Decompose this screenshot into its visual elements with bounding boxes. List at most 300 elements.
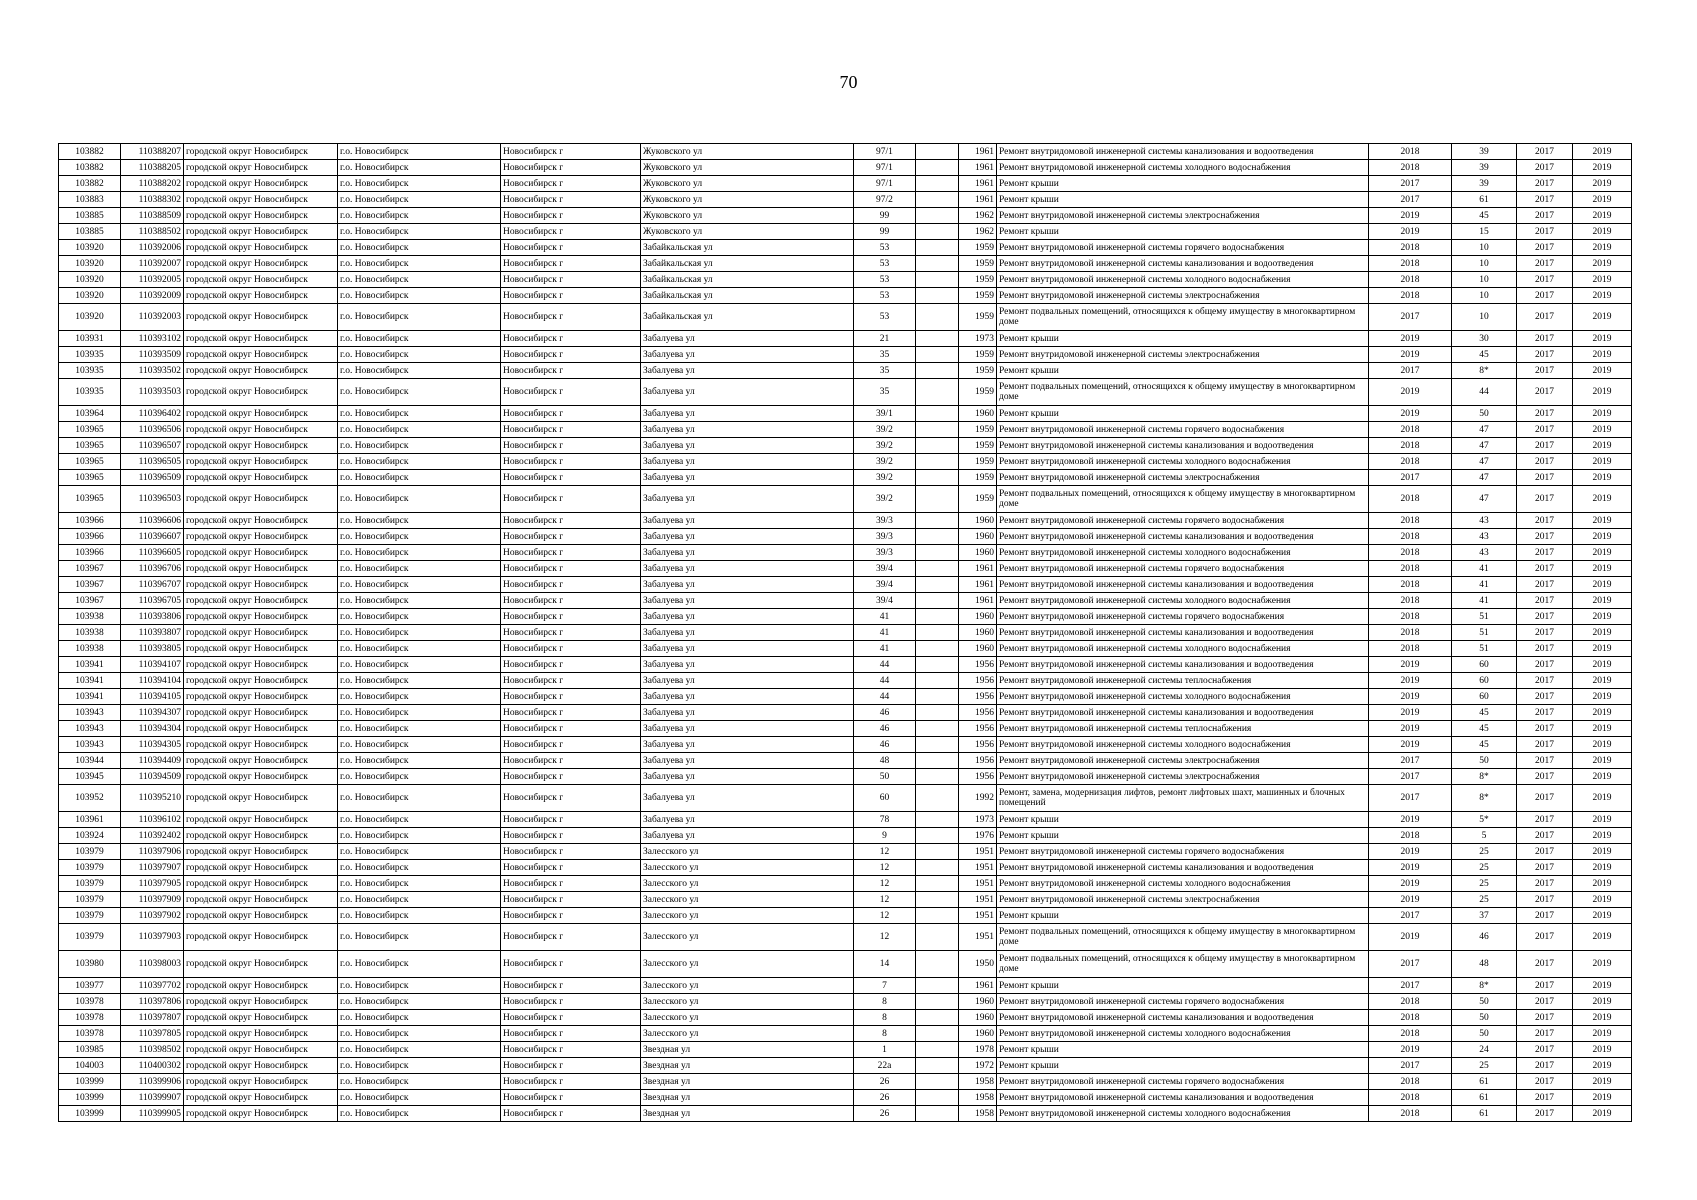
- cell-house-id: 103938: [59, 625, 121, 641]
- cell-street: Звездная ул: [641, 1090, 854, 1106]
- cell-period-start: 2017: [1517, 769, 1573, 785]
- cell-period-start: 2017: [1517, 812, 1573, 828]
- cell-house-id: 103965: [59, 438, 121, 454]
- cell-period-end: 2019: [1573, 208, 1632, 224]
- table-row: [59, 994, 1632, 1010]
- cell-wear-percent: 60: [1452, 657, 1517, 673]
- cell-municipal-district: городской округ Новосибирск: [184, 486, 338, 513]
- cell-period-start: 2017: [1517, 224, 1573, 240]
- cell-house-number: 26: [854, 1074, 916, 1090]
- cell-period-end: 2019: [1573, 1106, 1632, 1122]
- cell-house-id: 103967: [59, 577, 121, 593]
- cell-year-built: 1960: [959, 513, 997, 529]
- table-row: [59, 486, 1632, 513]
- cell-house-number: 35: [854, 347, 916, 363]
- cell-house-number: 46: [854, 737, 916, 753]
- cell-house-id: 103938: [59, 641, 121, 657]
- cell-house-number: 97/2: [854, 192, 916, 208]
- cell-municipality: г.о. Новосибирск: [338, 1090, 501, 1106]
- cell-building: [916, 769, 959, 785]
- cell-element-id: 110393807: [121, 625, 184, 641]
- cell-municipality: г.о. Новосибирск: [338, 406, 501, 422]
- cell-municipality: г.о. Новосибирск: [338, 529, 501, 545]
- cell-work-type: Ремонт внутридомовой инженерной системы канализования и водоотведения: [997, 529, 1369, 545]
- cell-plan-year: 2018: [1369, 994, 1452, 1010]
- cell-work-type: Ремонт крыши: [997, 331, 1369, 347]
- cell-locality: Новосибирск г: [501, 1042, 641, 1058]
- cell-plan-year: 2017: [1369, 192, 1452, 208]
- cell-year-built: 1959: [959, 422, 997, 438]
- cell-municipality: г.о. Новосибирск: [338, 561, 501, 577]
- cell-locality: Новосибирск г: [501, 951, 641, 978]
- table-row: [59, 240, 1632, 256]
- cell-house-id: 103920: [59, 256, 121, 272]
- cell-house-number: 48: [854, 753, 916, 769]
- cell-period-start: 2017: [1517, 641, 1573, 657]
- cell-period-start: 2017: [1517, 304, 1573, 331]
- cell-wear-percent: 47: [1452, 422, 1517, 438]
- cell-locality: Новосибирск г: [501, 288, 641, 304]
- cell-year-built: 1956: [959, 689, 997, 705]
- cell-period-end: 2019: [1573, 422, 1632, 438]
- cell-municipality: г.о. Новосибирск: [338, 1106, 501, 1122]
- cell-house-number: 21: [854, 331, 916, 347]
- table-row: [59, 561, 1632, 577]
- cell-year-built: 1978: [959, 1042, 997, 1058]
- cell-street: Звездная ул: [641, 1106, 854, 1122]
- cell-year-built: 1959: [959, 379, 997, 406]
- cell-locality: Новосибирск г: [501, 705, 641, 721]
- cell-locality: Новосибирск г: [501, 1010, 641, 1026]
- cell-year-built: 1961: [959, 192, 997, 208]
- cell-house-id: 103952: [59, 785, 121, 812]
- cell-locality: Новосибирск г: [501, 363, 641, 379]
- cell-locality: Новосибирск г: [501, 240, 641, 256]
- cell-street: Забалуева ул: [641, 828, 854, 844]
- cell-plan-year: 2018: [1369, 160, 1452, 176]
- cell-work-type: Ремонт внутридомовой инженерной системы электроснабжения: [997, 208, 1369, 224]
- cell-period-end: 2019: [1573, 545, 1632, 561]
- cell-year-built: 1959: [959, 347, 997, 363]
- cell-house-id: 103980: [59, 951, 121, 978]
- cell-building: [916, 240, 959, 256]
- cell-element-id: 110394304: [121, 721, 184, 737]
- cell-work-type: Ремонт подвальных помещений, относящихся к общему имуществу в многоквартирном доме: [997, 379, 1369, 406]
- cell-year-built: 1959: [959, 486, 997, 513]
- cell-municipal-district: городской округ Новосибирск: [184, 406, 338, 422]
- cell-work-type: Ремонт внутридомовой инженерной системы холодного водоснабжения: [997, 545, 1369, 561]
- cell-element-id: 110397902: [121, 908, 184, 924]
- cell-year-built: 1960: [959, 609, 997, 625]
- cell-plan-year: 2017: [1369, 785, 1452, 812]
- cell-street: Жуковского ул: [641, 176, 854, 192]
- cell-plan-year: 2019: [1369, 876, 1452, 892]
- cell-municipality: г.о. Новосибирск: [338, 577, 501, 593]
- cell-element-id: 110396505: [121, 454, 184, 470]
- cell-building: [916, 454, 959, 470]
- cell-street: Залесского ул: [641, 1026, 854, 1042]
- cell-period-end: 2019: [1573, 577, 1632, 593]
- cell-street: Залесского ул: [641, 994, 854, 1010]
- cell-work-type: Ремонт внутридомовой инженерной системы теплоснабжения: [997, 673, 1369, 689]
- cell-building: [916, 625, 959, 641]
- cell-house-number: 44: [854, 657, 916, 673]
- cell-house-id: 103882: [59, 176, 121, 192]
- cell-wear-percent: 10: [1452, 240, 1517, 256]
- cell-element-id: 110396102: [121, 812, 184, 828]
- cell-period-start: 2017: [1517, 689, 1573, 705]
- cell-period-end: 2019: [1573, 379, 1632, 406]
- cell-year-built: 1959: [959, 470, 997, 486]
- cell-period-start: 2017: [1517, 753, 1573, 769]
- cell-locality: Новосибирск г: [501, 577, 641, 593]
- cell-period-end: 2019: [1573, 737, 1632, 753]
- cell-house-number: 39/1: [854, 406, 916, 422]
- cell-street: Забайкальская ул: [641, 304, 854, 331]
- cell-house-id: 103941: [59, 689, 121, 705]
- cell-year-built: 1960: [959, 1026, 997, 1042]
- cell-work-type: Ремонт внутридомовой инженерной системы канализования и водоотведения: [997, 144, 1369, 160]
- cell-work-type: Ремонт внутридомовой инженерной системы холодного водоснабжения: [997, 1026, 1369, 1042]
- cell-wear-percent: 44: [1452, 379, 1517, 406]
- cell-house-number: 35: [854, 363, 916, 379]
- cell-locality: Новосибирск г: [501, 994, 641, 1010]
- cell-municipality: г.о. Новосибирск: [338, 994, 501, 1010]
- cell-house-id: 103941: [59, 673, 121, 689]
- cell-municipal-district: городской округ Новосибирск: [184, 422, 338, 438]
- cell-element-id: 110397806: [121, 994, 184, 1010]
- cell-year-built: 1959: [959, 256, 997, 272]
- cell-house-number: 35: [854, 379, 916, 406]
- cell-building: [916, 1042, 959, 1058]
- cell-street: Забалуева ул: [641, 812, 854, 828]
- cell-locality: Новосибирск г: [501, 1058, 641, 1074]
- cell-work-type: Ремонт внутридомовой инженерной системы электроснабжения: [997, 470, 1369, 486]
- cell-house-id: 103978: [59, 994, 121, 1010]
- cell-wear-percent: 50: [1452, 1026, 1517, 1042]
- cell-plan-year: 2019: [1369, 673, 1452, 689]
- cell-period-end: 2019: [1573, 892, 1632, 908]
- cell-work-type: Ремонт внутридомовой инженерной системы канализования и водоотведения: [997, 657, 1369, 673]
- cell-street: Залесского ул: [641, 844, 854, 860]
- table-row: [59, 256, 1632, 272]
- cell-work-type: Ремонт крыши: [997, 908, 1369, 924]
- cell-wear-percent: 43: [1452, 513, 1517, 529]
- cell-house-number: 46: [854, 705, 916, 721]
- cell-building: [916, 753, 959, 769]
- cell-street: Звездная ул: [641, 1042, 854, 1058]
- cell-municipal-district: городской округ Новосибирск: [184, 256, 338, 272]
- cell-period-end: 2019: [1573, 593, 1632, 609]
- cell-year-built: 1951: [959, 892, 997, 908]
- cell-wear-percent: 10: [1452, 288, 1517, 304]
- cell-house-id: 103965: [59, 470, 121, 486]
- cell-plan-year: 2018: [1369, 454, 1452, 470]
- cell-year-built: 1973: [959, 812, 997, 828]
- cell-house-id: 103979: [59, 844, 121, 860]
- cell-house-id: 103979: [59, 924, 121, 951]
- cell-municipality: г.о. Новосибирск: [338, 545, 501, 561]
- cell-house-number: 78: [854, 812, 916, 828]
- cell-street: Забалуева ул: [641, 486, 854, 513]
- cell-municipality: г.о. Новосибирск: [338, 160, 501, 176]
- cell-work-type: Ремонт крыши: [997, 224, 1369, 240]
- cell-work-type: Ремонт внутридомовой инженерной системы электроснабжения: [997, 892, 1369, 908]
- cell-year-built: 1951: [959, 844, 997, 860]
- cell-work-type: Ремонт внутридомовой инженерной системы электроснабжения: [997, 753, 1369, 769]
- cell-locality: Новосибирск г: [501, 272, 641, 288]
- cell-plan-year: 2019: [1369, 812, 1452, 828]
- cell-municipality: г.о. Новосибирск: [338, 256, 501, 272]
- cell-element-id: 110393509: [121, 347, 184, 363]
- cell-plan-year: 2018: [1369, 1090, 1452, 1106]
- table-row: [59, 208, 1632, 224]
- cell-element-id: 110394107: [121, 657, 184, 673]
- cell-street: Забалуева ул: [641, 673, 854, 689]
- cell-period-start: 2017: [1517, 978, 1573, 994]
- cell-plan-year: 2017: [1369, 769, 1452, 785]
- cell-municipal-district: городской округ Новосибирск: [184, 769, 338, 785]
- cell-municipality: г.о. Новосибирск: [338, 705, 501, 721]
- cell-house-id: 103943: [59, 737, 121, 753]
- cell-year-built: 1951: [959, 908, 997, 924]
- cell-plan-year: 2018: [1369, 1010, 1452, 1026]
- cell-house-number: 53: [854, 240, 916, 256]
- cell-work-type: Ремонт внутридомовой инженерной системы электроснабжения: [997, 288, 1369, 304]
- cell-plan-year: 2018: [1369, 545, 1452, 561]
- cell-building: [916, 641, 959, 657]
- cell-locality: Новосибирск г: [501, 609, 641, 625]
- cell-work-type: Ремонт крыши: [997, 363, 1369, 379]
- cell-municipal-district: городской округ Новосибирск: [184, 705, 338, 721]
- cell-building: [916, 828, 959, 844]
- cell-locality: Новосибирск г: [501, 176, 641, 192]
- cell-period-end: 2019: [1573, 860, 1632, 876]
- cell-municipality: г.о. Новосибирск: [338, 625, 501, 641]
- cell-house-number: 12: [854, 844, 916, 860]
- cell-plan-year: 2017: [1369, 470, 1452, 486]
- cell-municipality: г.о. Новосибирск: [338, 753, 501, 769]
- cell-year-built: 1961: [959, 561, 997, 577]
- cell-building: [916, 812, 959, 828]
- cell-locality: Новосибирск г: [501, 924, 641, 951]
- cell-municipal-district: городской округ Новосибирск: [184, 240, 338, 256]
- cell-period-end: 2019: [1573, 609, 1632, 625]
- table-row: [59, 673, 1632, 689]
- cell-municipal-district: городской округ Новосибирск: [184, 438, 338, 454]
- cell-municipal-district: городской округ Новосибирск: [184, 892, 338, 908]
- cell-street: Забалуева ул: [641, 689, 854, 705]
- cell-wear-percent: 25: [1452, 860, 1517, 876]
- cell-plan-year: 2018: [1369, 144, 1452, 160]
- cell-building: [916, 1106, 959, 1122]
- cell-wear-percent: 30: [1452, 331, 1517, 347]
- cell-wear-percent: 60: [1452, 673, 1517, 689]
- cell-plan-year: 2018: [1369, 828, 1452, 844]
- cell-house-id: 103924: [59, 828, 121, 844]
- cell-street: Забалуева ул: [641, 721, 854, 737]
- cell-house-number: 50: [854, 769, 916, 785]
- cell-house-number: 46: [854, 721, 916, 737]
- cell-street: Залесского ул: [641, 892, 854, 908]
- cell-period-start: 2017: [1517, 1042, 1573, 1058]
- cell-element-id: 110397906: [121, 844, 184, 860]
- cell-municipality: г.о. Новосибирск: [338, 828, 501, 844]
- cell-element-id: 110393806: [121, 609, 184, 625]
- cell-work-type: Ремонт внутридомовой инженерной системы канализования и водоотведения: [997, 860, 1369, 876]
- cell-house-id: 104003: [59, 1058, 121, 1074]
- cell-locality: Новосибирск г: [501, 347, 641, 363]
- cell-period-start: 2017: [1517, 240, 1573, 256]
- cell-element-id: 110388302: [121, 192, 184, 208]
- cell-element-id: 110397805: [121, 1026, 184, 1042]
- cell-plan-year: 2017: [1369, 1058, 1452, 1074]
- cell-municipality: г.о. Новосибирск: [338, 951, 501, 978]
- cell-house-number: 12: [854, 892, 916, 908]
- table-row: [59, 438, 1632, 454]
- cell-house-number: 39/3: [854, 545, 916, 561]
- cell-house-number: 7: [854, 978, 916, 994]
- cell-house-number: 8: [854, 1010, 916, 1026]
- cell-period-start: 2017: [1517, 705, 1573, 721]
- cell-municipality: г.о. Новосибирск: [338, 1058, 501, 1074]
- table-row: [59, 951, 1632, 978]
- cell-year-built: 1956: [959, 753, 997, 769]
- cell-element-id: 110392006: [121, 240, 184, 256]
- cell-period-start: 2017: [1517, 160, 1573, 176]
- cell-municipality: г.о. Новосибирск: [338, 812, 501, 828]
- cell-wear-percent: 60: [1452, 689, 1517, 705]
- cell-plan-year: 2019: [1369, 331, 1452, 347]
- cell-plan-year: 2018: [1369, 1026, 1452, 1042]
- cell-element-id: 110399907: [121, 1090, 184, 1106]
- cell-building: [916, 705, 959, 721]
- table-row: [59, 176, 1632, 192]
- table-row: [59, 1026, 1632, 1042]
- cell-work-type: Ремонт крыши: [997, 406, 1369, 422]
- cell-building: [916, 844, 959, 860]
- cell-period-end: 2019: [1573, 256, 1632, 272]
- cell-municipality: г.о. Новосибирск: [338, 272, 501, 288]
- cell-house-number: 44: [854, 673, 916, 689]
- cell-locality: Новосибирск г: [501, 593, 641, 609]
- cell-municipality: г.о. Новосибирск: [338, 924, 501, 951]
- cell-street: Забалуева ул: [641, 363, 854, 379]
- table-row: [59, 224, 1632, 240]
- cell-plan-year: 2018: [1369, 240, 1452, 256]
- cell-work-type: Ремонт внутридомовой инженерной системы холодного водоснабжения: [997, 689, 1369, 705]
- cell-element-id: 110388202: [121, 176, 184, 192]
- cell-house-id: 103945: [59, 769, 121, 785]
- cell-municipality: г.о. Новосибирск: [338, 721, 501, 737]
- cell-element-id: 110397909: [121, 892, 184, 908]
- cell-house-id: 103961: [59, 812, 121, 828]
- cell-locality: Новосибирск г: [501, 721, 641, 737]
- cell-locality: Новосибирск г: [501, 844, 641, 860]
- cell-house-number: 53: [854, 272, 916, 288]
- cell-municipality: г.о. Новосибирск: [338, 593, 501, 609]
- cell-municipal-district: городской округ Новосибирск: [184, 224, 338, 240]
- cell-street: Забалуева ул: [641, 561, 854, 577]
- cell-building: [916, 545, 959, 561]
- cell-house-id: 103979: [59, 876, 121, 892]
- cell-year-built: 1956: [959, 737, 997, 753]
- cell-period-start: 2017: [1517, 347, 1573, 363]
- cell-municipality: г.о. Новосибирск: [338, 422, 501, 438]
- cell-element-id: 110394105: [121, 689, 184, 705]
- cell-year-built: 1958: [959, 1090, 997, 1106]
- cell-wear-percent: 51: [1452, 609, 1517, 625]
- cell-street: Забайкальская ул: [641, 256, 854, 272]
- cell-locality: Новосибирск г: [501, 438, 641, 454]
- cell-work-type: Ремонт внутридомовой инженерной системы горячего водоснабжения: [997, 994, 1369, 1010]
- cell-building: [916, 1090, 959, 1106]
- page-number: 70: [839, 72, 858, 92]
- cell-element-id: 110396707: [121, 577, 184, 593]
- cell-period-end: 2019: [1573, 486, 1632, 513]
- cell-period-end: 2019: [1573, 924, 1632, 951]
- cell-municipal-district: городской округ Новосибирск: [184, 577, 338, 593]
- cell-house-number: 97/1: [854, 160, 916, 176]
- cell-building: [916, 486, 959, 513]
- cell-house-number: 39/3: [854, 513, 916, 529]
- cell-building: [916, 529, 959, 545]
- cell-work-type: Ремонт внутридомовой инженерной системы электроснабжения: [997, 769, 1369, 785]
- table-row: [59, 1106, 1632, 1122]
- cell-municipal-district: городской округ Новосибирск: [184, 673, 338, 689]
- cell-plan-year: 2019: [1369, 737, 1452, 753]
- cell-municipality: г.о. Новосибирск: [338, 673, 501, 689]
- cell-municipality: г.о. Новосибирск: [338, 192, 501, 208]
- cell-element-id: 110388207: [121, 144, 184, 160]
- cell-street: Забалуева ул: [641, 753, 854, 769]
- cell-period-end: 2019: [1573, 176, 1632, 192]
- cell-work-type: Ремонт внутридомовой инженерной системы горячего водоснабжения: [997, 240, 1369, 256]
- cell-building: [916, 224, 959, 240]
- table-row: [59, 347, 1632, 363]
- cell-element-id: 110396705: [121, 593, 184, 609]
- cell-building: [916, 160, 959, 176]
- cell-period-start: 2017: [1517, 208, 1573, 224]
- cell-house-number: 39/2: [854, 422, 916, 438]
- cell-municipal-district: городской округ Новосибирск: [184, 994, 338, 1010]
- cell-period-start: 2017: [1517, 545, 1573, 561]
- cell-element-id: 110399906: [121, 1074, 184, 1090]
- table-row: [59, 924, 1632, 951]
- cell-street: Жуковского ул: [641, 160, 854, 176]
- cell-plan-year: 2019: [1369, 208, 1452, 224]
- cell-wear-percent: 5*: [1452, 812, 1517, 828]
- cell-work-type: Ремонт внутридомовой инженерной системы горячего водоснабжения: [997, 1074, 1369, 1090]
- table-row: [59, 721, 1632, 737]
- cell-house-number: 44: [854, 689, 916, 705]
- cell-building: [916, 192, 959, 208]
- cell-work-type: Ремонт внутридомовой инженерной системы канализования и водоотведения: [997, 1090, 1369, 1106]
- cell-municipal-district: городской округ Новосибирск: [184, 272, 338, 288]
- cell-municipal-district: городской округ Новосибирск: [184, 657, 338, 673]
- cell-work-type: Ремонт внутридомовой инженерной системы горячего водоснабжения: [997, 844, 1369, 860]
- cell-locality: Новосибирск г: [501, 673, 641, 689]
- cell-wear-percent: 10: [1452, 272, 1517, 288]
- cell-element-id: 110392009: [121, 288, 184, 304]
- cell-house-id: 103964: [59, 406, 121, 422]
- cell-year-built: 1960: [959, 1010, 997, 1026]
- cell-building: [916, 1074, 959, 1090]
- cell-building: [916, 272, 959, 288]
- cell-period-start: 2017: [1517, 876, 1573, 892]
- cell-period-end: 2019: [1573, 363, 1632, 379]
- cell-locality: Новосибирск г: [501, 304, 641, 331]
